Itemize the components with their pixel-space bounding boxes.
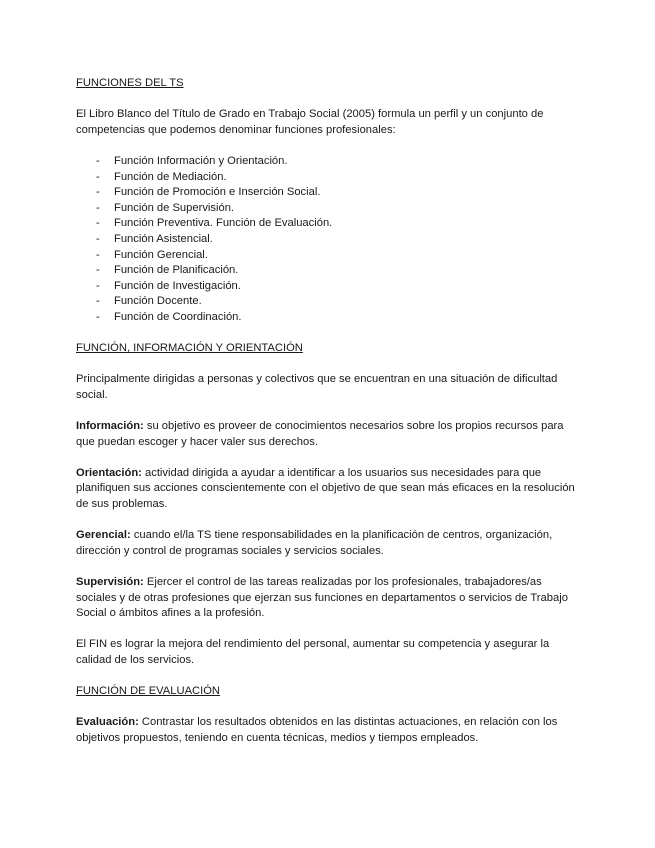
supervision-term: Supervisión: (76, 576, 144, 588)
supervision-text: Ejercer el control de las tareas realizadas por los profesionales, trabajadores/as sociales y de otras profesiones que ejerzan sus funciones en departamentos o servicios de Trabajo Social o ámbitos afines a la profesión. (76, 576, 568, 620)
list-item-text: Función Docente. (114, 295, 202, 308)
orientacion-term: Orientación: (76, 466, 142, 479)
section2-intro: Principalmente dirigidas a personas y colectivos que se encuentran en una situación de dificultad social. (76, 373, 558, 401)
gerencial-paragraph (76, 528, 581, 559)
list-item (76, 185, 581, 201)
list-item (76, 279, 581, 295)
bullet-dash: - (96, 232, 100, 245)
bullet-dash: - (96, 310, 100, 323)
list-item-text: Función Preventiva. Función de Evaluación. (114, 217, 333, 230)
list-item-text: Función de Mediación. (114, 170, 227, 183)
list-item-text: Función Información y Orientación. (114, 154, 288, 167)
list-item (76, 310, 581, 326)
bullet-dash: - (96, 264, 100, 277)
bullet-dash: - (96, 248, 100, 261)
heading-funciones-del-ts: FUNCIONES DEL TS (76, 77, 184, 89)
bullet-dash: - (96, 279, 100, 292)
list-item (76, 216, 581, 232)
bullet-dash: - (96, 201, 100, 214)
informacion-term: Información: (76, 420, 144, 433)
list-item-text: Función de Investigación. (114, 279, 241, 292)
bullet-dash: - (96, 217, 100, 230)
supervision-paragraph (76, 575, 581, 622)
bullet-dash: - (96, 295, 100, 308)
document-page (76, 76, 581, 747)
list-item-text: Función Asistencial. (114, 232, 213, 245)
orientacion-paragraph (76, 466, 581, 513)
evaluacion-paragraph (76, 715, 581, 746)
orientacion-text: actividad dirigida a ayudar a identificar a los usuarios sus necesidades para que planifiquen sus acciones conscientemente con el objetivo de que sean más eficaces en la resolución de sus problemas. (76, 466, 575, 511)
list-item (76, 263, 581, 279)
informacion-paragraph (76, 419, 581, 450)
list-item-text: Función Gerencial. (114, 248, 208, 261)
intro-paragraph: El Libro Blanco del Título de Grado en Trabajo Social (2005) formula un perfil y un conjunto de competencias que podemos denominar funciones profesionales: (76, 108, 544, 136)
bullet-dash: - (96, 186, 100, 199)
bullet-dash: - (96, 170, 100, 183)
fin-paragraph: El FIN es lograr la mejora del rendimiento del personal, aumentar su competencia y asegurar la calidad de los servicios. (76, 638, 550, 666)
list-item (76, 154, 581, 170)
list-item (76, 170, 581, 186)
list-item (76, 201, 581, 217)
evaluacion-term: Evaluación: (76, 716, 139, 729)
evaluacion-text: Contrastar los resultados obtenidos en las distintas actuaciones, en relación con los objetivos propuestos, teniendo en cuenta técnicas, medios y tiempos empleados. (76, 716, 558, 744)
list-item-text: Función de Planificación. (114, 264, 239, 277)
list-item-text: Función de Promoción e Inserción Social. (114, 186, 321, 199)
list-item-text: Función de Coordinación. (114, 310, 242, 323)
informacion-text: su objetivo es proveer de conocimientos necesarios sobre los propios recursos para que puedan escoger y hacer valer sus derechos. (76, 420, 564, 448)
list-item (76, 232, 581, 248)
gerencial-term: Gerencial: (76, 529, 131, 542)
functions-list (76, 154, 581, 326)
gerencial-text: cuando el/la TS tiene responsabilidades en la planificación de centros, organización, dirección y control de programas sociales y servicios sociales. (76, 529, 553, 557)
list-item (76, 248, 581, 264)
heading-funcion-evaluacion: FUNCIÓN DE EVALUACIÓN (76, 685, 221, 698)
list-item (76, 294, 581, 310)
heading-informacion-orientacion: FUNCIÓN, INFORMACIÓN Y ORIENTACIÓN (76, 342, 303, 355)
list-item-text: Función de Supervisión. (114, 201, 235, 214)
bullet-dash: - (96, 154, 100, 167)
